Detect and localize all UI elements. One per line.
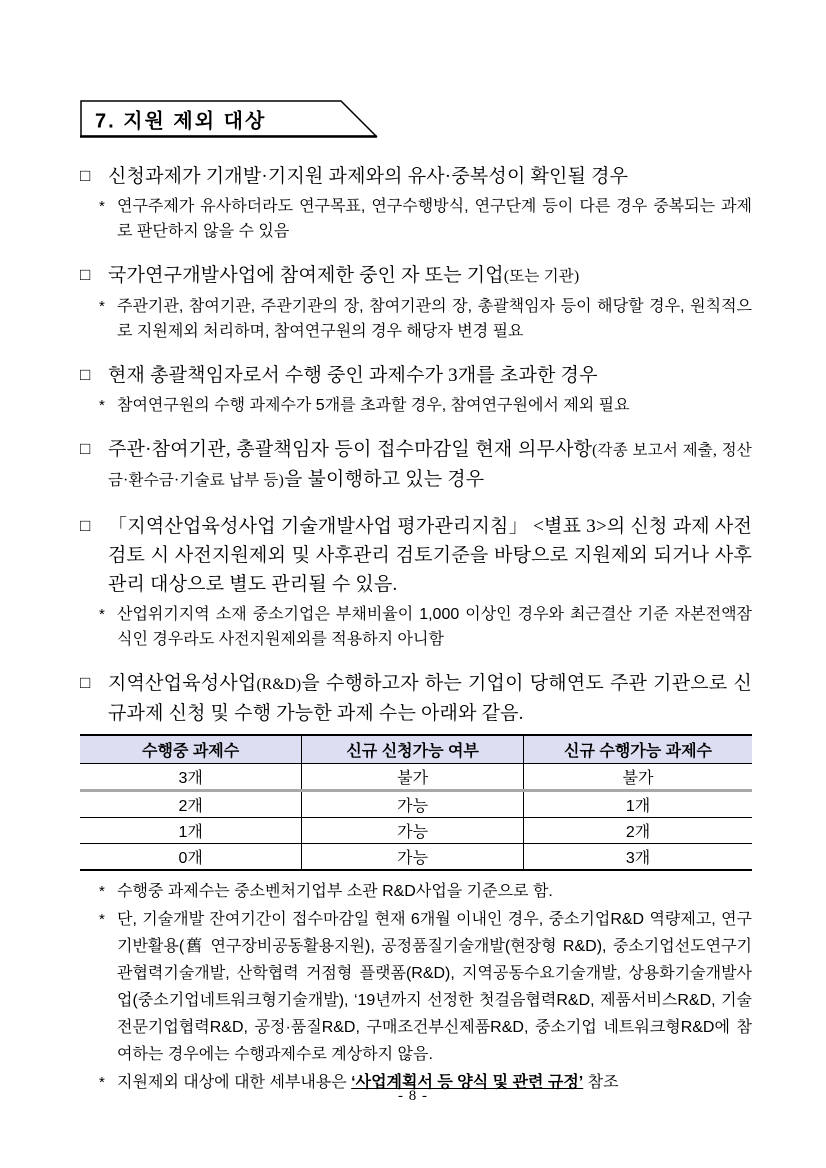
bullet-text: 「지역산업육성사업 기술개발사업 평가관리지침」 <별표 3>의 신청 과제 사전검토 시 사전지원제외 및 사후관리 검토기준을 바탕으로 지원제외 되거나 사후관리 대상으로 별도 관리될 수 있음.: [108, 516, 752, 595]
footnote-text-pre: 지원제외 대상에 대한 세부내용은: [117, 1073, 352, 1091]
bullet-text: 지역산업육성사업: [108, 673, 257, 694]
table-cell: 가능: [302, 790, 524, 817]
bullet-main-text: [80, 512, 752, 599]
footnote-1: [97, 878, 752, 905]
table-header-row: [80, 735, 752, 763]
sub-note-text: 참여연구원의 수행 과제수가 5개를 초과할 경우, 참여연구원에서 제외 필요: [117, 397, 630, 414]
bullet-text-paren: (R&D): [256, 676, 302, 693]
footnote-text: 단, 기술개발 잔여기간이 접수마감일 현재 6개월 이내인 경우, 중소기업R&D 역량제고, 연구기반활용(舊 연구장비공동활용지원), 공정품질기술개발(현장형 R&D), 중소기업선도연구기관협력기술개발, 산학협력 거점형 플랫폼(R&D), 지역공동수요기술개발, 상용화기술개발사업(중소기업네트워크형기술개발), ‘19년까지 선정한 첫걸음협력R&D, 제품서비스R&D, 기술전문기업협력R&D, 공정·품질R&D, 구매조건부신제품R&D, 중소기업 네트워크형R&D에 참여하는 경우에는 수행과제수로 계상하지 않음.: [117, 910, 752, 1063]
table-cell: 가능: [302, 817, 524, 843]
table-row: [80, 790, 752, 817]
table-cell: 2개: [80, 790, 302, 817]
table-cell: 가능: [302, 843, 524, 870]
bullet-item-new-task-capacity: [80, 669, 752, 728]
table-row: [80, 843, 752, 870]
table-row: [80, 763, 752, 790]
square-bullet-icon: □: [80, 265, 91, 284]
asterisk-icon: *: [99, 1073, 105, 1091]
square-bullet-icon: □: [80, 439, 91, 458]
footnote-text-post: 참조: [583, 1073, 619, 1091]
bullet-text: 국가연구개발사업에 참여제한 중인 자 또는 기업: [108, 265, 504, 286]
bullet-main-text: [80, 435, 752, 495]
asterisk-icon: *: [99, 910, 105, 928]
bullet-main-text: [80, 261, 752, 291]
table-row: [80, 817, 752, 843]
bullet-main-text: [80, 669, 752, 728]
asterisk-icon: *: [99, 397, 105, 414]
table-cell: 2개: [524, 817, 753, 843]
sub-note: [97, 194, 752, 244]
bullet-text-paren: (또는 기관): [503, 268, 580, 285]
sub-note: [97, 393, 752, 418]
sub-note-text: 연구주제가 유사하더라도 연구목표, 연구수행방식, 연구단계 등이 다른 경우 중복되는 과제로 판단하지 않을 수 있음: [117, 198, 752, 240]
document-content: [80, 100, 752, 1096]
table-cell: 불가: [524, 763, 753, 790]
bullet-text: 현재 총괄책임자로서 수행 중인 과제수가 3개를 초과한 경우: [108, 365, 598, 386]
task-limit-table: [80, 734, 752, 871]
table-footnotes: [80, 878, 752, 1096]
sub-note-text: 산업위기지역 소재 중소기업은 부채비율이 1,000 이상인 경우와 최근결산 기준 자본전액잠식인 경우라도 사전지원제외를 적용하지 아니함: [117, 606, 752, 648]
bullet-main-text: [80, 361, 752, 390]
table-header-new-capacity: 신규 수행가능 과제수: [524, 735, 753, 763]
bullet-item-obligation-default: [80, 435, 752, 495]
square-bullet-icon: □: [80, 673, 91, 692]
asterisk-icon: *: [99, 298, 105, 315]
table-cell: 1개: [80, 817, 302, 843]
table-header-running-tasks: 수행중 과제수: [80, 735, 302, 763]
table-cell: 3개: [80, 763, 302, 790]
sub-note: [97, 294, 752, 344]
square-bullet-icon: □: [80, 166, 91, 185]
bullet-text-post: 을 수행하고자 하는 기업이 당해연도 주관 기관으로 신규과제 신청 및 수행 가능한 과제 수는 아래와 같음.: [108, 673, 752, 724]
square-bullet-icon: □: [80, 516, 91, 535]
section-header-banner: [80, 100, 380, 138]
asterisk-icon: *: [99, 882, 105, 900]
referenced-document-emphasis: ‘사업계획서 등 양식 및 관련 규정’: [351, 1073, 584, 1091]
sub-note-text: 주관기관, 참여기관, 주관기관의 장, 참여기관의 장, 총괄책임자 등이 해당할 경우, 원칙적으로 지원제외 처리하며, 참여연구원의 경우 해당자 변경 필요: [117, 298, 752, 340]
bullet-text: 신청과제가 기개발·기지원 과제와의 유사·중복성이 확인될 경우: [108, 166, 629, 187]
table-cell: 불가: [302, 763, 524, 790]
footnote-2: [97, 906, 752, 1068]
asterisk-icon: *: [99, 606, 105, 623]
square-bullet-icon: □: [80, 365, 91, 384]
bullet-item-evaluation-guideline: [80, 512, 752, 652]
bullet-main-text: [80, 162, 752, 191]
section-title: 7. 지원 제외 대상: [95, 110, 267, 133]
bullet-item-participation-restriction: [80, 261, 752, 344]
bullet-text-paren: (각종 보고서 제출, 정산금·환수금·기술료 납부 등): [108, 442, 752, 489]
asterisk-icon: *: [99, 198, 105, 215]
sub-note: [97, 602, 752, 652]
bullet-text-post: 을 불이행하고 있는 경우: [283, 469, 485, 490]
bullet-text: 주관·참여기관, 총괄책임자 등이 접수마감일 현재 의무사항: [108, 439, 593, 460]
table-header-new-application: 신규 신청가능 여부: [302, 735, 524, 763]
table-cell: 0개: [178, 849, 203, 867]
bullet-item-task-count-limit: [80, 361, 752, 418]
footnote-text: 수행중 과제수는 중소벤처기업부 소관 R&D사업을 기준으로 함.: [117, 882, 553, 900]
table-cell: 3개: [524, 843, 753, 870]
table-cell: 1개: [524, 790, 753, 817]
page-number: - 8 -: [398, 1088, 428, 1104]
bullet-item-duplicate-check: [80, 162, 752, 244]
